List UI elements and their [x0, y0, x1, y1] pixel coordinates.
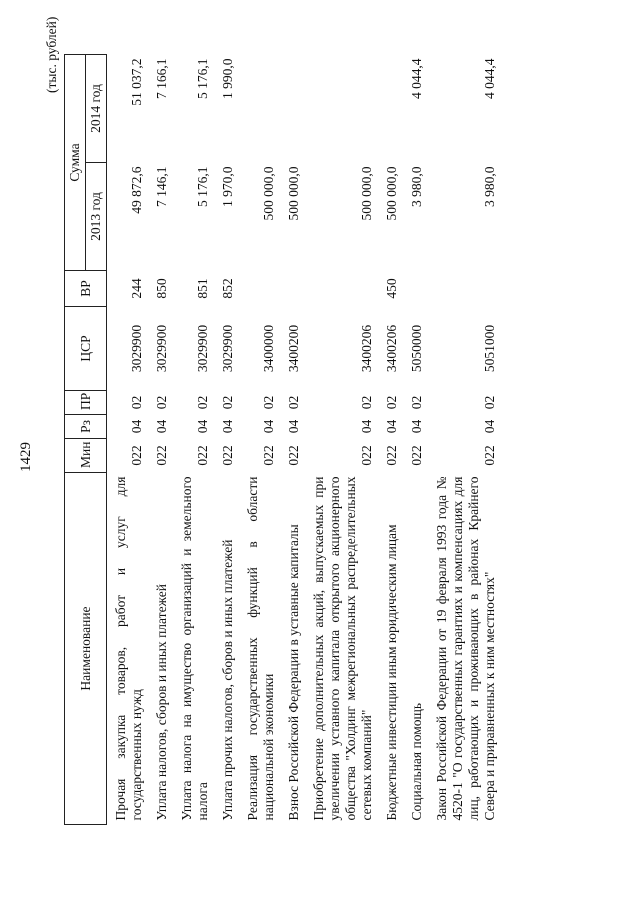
header-name: Наименование — [65, 473, 107, 825]
header-year-2014: 2014 год — [86, 54, 107, 162]
row-sum-2014 — [305, 54, 378, 162]
row-name: Взнос Российской Федерации в уставные капиталы — [286, 524, 301, 821]
row-rz: 04 — [261, 419, 276, 434]
row-vr: 851 — [195, 278, 210, 299]
row-sum-2014 — [378, 54, 403, 162]
budget-table — [64, 54, 501, 825]
row-rz: 04 — [129, 419, 144, 434]
row-sum-2013: 7 146,1 — [154, 166, 169, 207]
row-sum-2014: 5 176,1 — [195, 58, 210, 99]
row-pr: 02 — [261, 395, 276, 410]
table-row — [280, 54, 305, 824]
row-pr: 02 — [220, 395, 235, 410]
row-csr: 3029900 — [129, 324, 144, 373]
row-sum-2014: 51 037,2 — [129, 58, 144, 106]
header-vr: ВР — [65, 271, 107, 307]
row-pr: 02 — [482, 395, 497, 410]
row-min: 022 — [261, 445, 276, 466]
row-csr: 3400206 — [384, 324, 399, 373]
row-vr — [305, 271, 378, 307]
row-vr: 244 — [129, 278, 144, 299]
table-row — [214, 54, 239, 824]
row-rz: 04 — [195, 419, 210, 434]
row-csr: 3400000 — [261, 324, 276, 373]
row-vr: 850 — [154, 278, 169, 299]
row-rz: 04 — [154, 419, 169, 434]
row-min: 022 — [129, 445, 144, 466]
row-sum-2013: 500 000,0 — [359, 166, 374, 221]
row-csr: 3029900 — [195, 324, 210, 373]
row-sum-2013: 500 000,0 — [384, 166, 399, 221]
row-sum-2013: 49 872,6 — [129, 166, 144, 214]
row-rz: 04 — [384, 419, 399, 434]
row-sum-2014: 1 990,0 — [220, 58, 235, 99]
row-sum-2014 — [239, 54, 280, 162]
row-min: 022 — [154, 445, 169, 466]
row-vr — [239, 271, 280, 307]
row-name: Прочая закупка товаров, работ и услуг для государственных нужд — [113, 476, 144, 821]
row-min: 022 — [384, 445, 399, 466]
header-sum: Сумма — [65, 54, 86, 270]
row-sum-2014 — [280, 54, 305, 162]
table-row — [239, 54, 280, 824]
header-year-2013: 2013 год — [86, 163, 107, 271]
row-pr: 02 — [129, 395, 144, 410]
row-csr: 3400206 — [359, 324, 374, 373]
row-sum-2013: 500 000,0 — [286, 166, 301, 221]
table-row — [173, 54, 214, 824]
row-csr: 3029900 — [154, 324, 169, 373]
row-pr: 02 — [384, 395, 399, 410]
row-sum-2013: 3 980,0 — [482, 166, 497, 207]
row-csr: 5050000 — [409, 324, 424, 373]
header-rz: Рз — [65, 415, 107, 439]
page-number: 1429 — [18, 442, 34, 472]
row-pr: 02 — [154, 395, 169, 410]
row-name: Социальная помощь — [409, 702, 424, 821]
table-row — [403, 54, 428, 824]
row-sum-2014: 4 044,4 — [409, 58, 424, 99]
row-pr: 02 — [195, 395, 210, 410]
row-sum-2014: 7 166,1 — [154, 58, 169, 99]
row-vr: 450 — [384, 278, 399, 299]
row-sum-2013: 500 000,0 — [261, 166, 276, 221]
row-name: Реализация государственных функций в области национальной экономики — [245, 476, 276, 821]
row-vr — [403, 271, 428, 307]
row-vr: 852 — [220, 278, 235, 299]
row-pr: 02 — [286, 395, 301, 410]
table-row — [107, 54, 149, 824]
table-row — [305, 54, 378, 824]
row-csr: 3029900 — [220, 324, 235, 373]
row-rz: 04 — [220, 419, 235, 434]
row-name: Приобретение дополнительных акций, выпускаемых при увеличении уставного капитала открытого акционерного общества "Холдинг межрегиональных распределительных сетевых компаний" — [311, 476, 374, 821]
row-pr: 02 — [409, 395, 424, 410]
row-name: Бюджетные инвестиции иным юридическим лицам — [384, 524, 399, 821]
row-name: Уплата прочих налогов, сборов и иных платежей — [220, 539, 235, 821]
row-name: Уплата налогов, сборов и иных платежей — [154, 584, 169, 821]
row-csr: 5051000 — [482, 324, 497, 373]
table-row — [428, 54, 501, 824]
row-rz: 04 — [482, 419, 497, 434]
header-csr: ЦСР — [65, 307, 107, 391]
row-vr — [428, 271, 501, 307]
header-min: Мин — [65, 439, 107, 473]
row-rz: 04 — [286, 419, 301, 434]
row-name: Уплата налога на имущество организаций и земельного налога — [179, 476, 210, 821]
table-row — [148, 54, 173, 824]
row-min: 022 — [195, 445, 210, 466]
row-sum-2013: 5 176,1 — [195, 166, 210, 207]
row-rz: 04 — [409, 419, 424, 434]
row-sum-2014: 4 044,4 — [482, 58, 497, 99]
row-csr: 3400200 — [286, 324, 301, 373]
header-pr: ПР — [65, 391, 107, 415]
row-min: 022 — [220, 445, 235, 466]
row-min: 022 — [359, 445, 374, 466]
row-sum-2013: 3 980,0 — [409, 166, 424, 207]
row-sum-2013: 1 970,0 — [220, 166, 235, 207]
row-min: 022 — [286, 445, 301, 466]
row-name: Закон Российской Федерации от 19 февраля 1993 года № 4520-1 "О государственных гарантиях и компенсациях для лиц, работающих и проживающих в районах Крайнего Севера и приравненных к ним местностях" — [434, 476, 497, 821]
row-vr — [280, 271, 305, 307]
row-pr: 02 — [359, 395, 374, 410]
table-row — [378, 54, 403, 824]
row-min: 022 — [409, 445, 424, 466]
row-rz: 04 — [359, 419, 374, 434]
row-min: 022 — [482, 445, 497, 466]
unit-note: (тыс. рублей) — [44, 16, 59, 93]
